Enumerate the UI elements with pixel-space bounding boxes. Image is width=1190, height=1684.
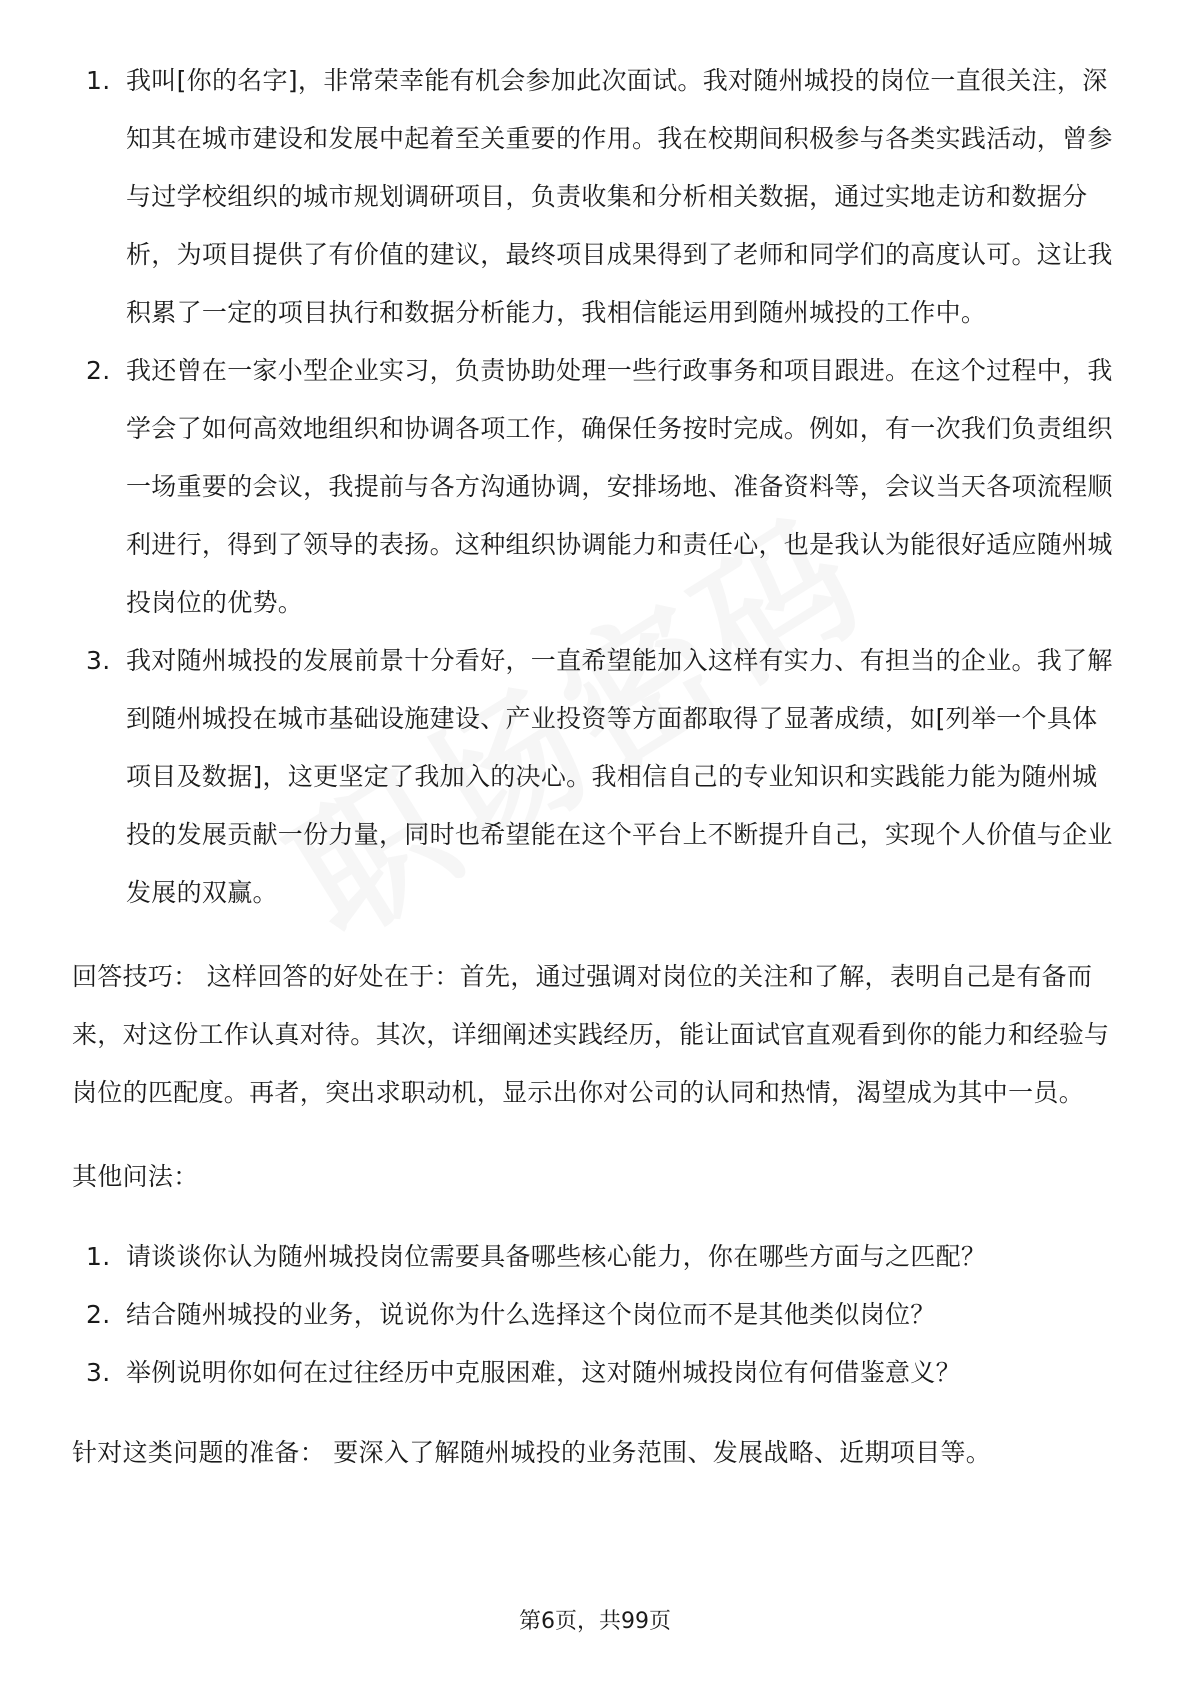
- list-item: [72, 632, 1122, 922]
- list-item: [72, 342, 1122, 632]
- list-number: 3.: [86, 1358, 111, 1387]
- other-questions-heading: 其他问法：: [72, 1162, 199, 1191]
- list-number: 1.: [86, 1242, 111, 1271]
- list-item: [72, 52, 1122, 342]
- list-number: 2.: [86, 1300, 111, 1329]
- list-item-text: 我叫[你的名字]，非常荣幸能有机会参加此次面试。我对随州城投的岗位一直很关注，深知其在城市建设和发展中起着至关重要的作用。我在校期间积极参与各类实践活动，曾参与过学校组织的城市规划调研项目，负责收集和分析相关数据，通过实地走访和数据分析，为项目提供了有价值的建议，最终项目成果得到了老师和同学们的高度认可。这让我积累了一定的项目执行和数据分析能力，我相信能运用到随州城投的工作中。: [126, 66, 1113, 327]
- answer-tips-paragraph: 回答技巧： 这样回答的好处在于：首先，通过强调对岗位的关注和了解，表明自己是有备而来，对这份工作认真对待。其次，详细阐述实践经历，能让面试官直观看到你的能力和经验与岗位的匹配度。再者，突出求职动机，显示出你对公司的认同和热情，渴望成为其中一员。: [72, 962, 1110, 1107]
- list-item: [72, 1286, 1122, 1344]
- answer-list: [72, 52, 1122, 922]
- list-number: 2.: [86, 356, 111, 385]
- page-content: [72, 52, 1122, 1482]
- list-item-text: 我还曾在一家小型企业实习，负责协助处理一些行政事务和项目跟进。在这个过程中，我学会了如何高效地组织和协调各项工作，确保任务按时完成。例如，有一次我们负责组织一场重要的会议，我提前与各方沟通协调，安排场地、准备资料等，会议当天各项流程顺利进行，得到了领导的表扬。这种组织协调能力和责任心，也是我认为能很好适应随州城投岗位的优势。: [126, 356, 1113, 617]
- list-item-text: 请谈谈你认为随州城投岗位需要具备哪些核心能力，你在哪些方面与之匹配？: [126, 1242, 987, 1271]
- list-item-text: 我对随州城投的发展前景十分看好，一直希望能加入这样有实力、有担当的企业。我了解到随州城投在城市基础设施建设、产业投资等方面都取得了显著成绩，如[列举一个具体项目及数据]，这更坚定了我加入的决心。我相信自己的专业知识和实践能力能为随州城投的发展贡献一份力量，同时也希望能在这个平台上不断提升自己，实现个人价值与企业发展的双赢。: [126, 646, 1113, 907]
- list-number: 1.: [86, 66, 111, 95]
- other-questions-list: [72, 1228, 1122, 1402]
- list-number: 3.: [86, 646, 111, 675]
- list-item-text: 结合随州城投的业务，说说你为什么选择这个岗位而不是其他类似岗位？: [126, 1300, 936, 1329]
- page-number-footer: 第6页，共99页: [519, 1609, 671, 1634]
- list-item: [72, 1344, 1122, 1402]
- preparation-paragraph: 针对这类问题的准备： 要深入了解随州城投的业务范围、发展战略、近期项目等。: [72, 1438, 992, 1467]
- list-item-text: 举例说明你如何在过往经历中克服困难，这对随州城投岗位有何借鉴意义？: [126, 1358, 961, 1387]
- list-item: [72, 1228, 1122, 1286]
